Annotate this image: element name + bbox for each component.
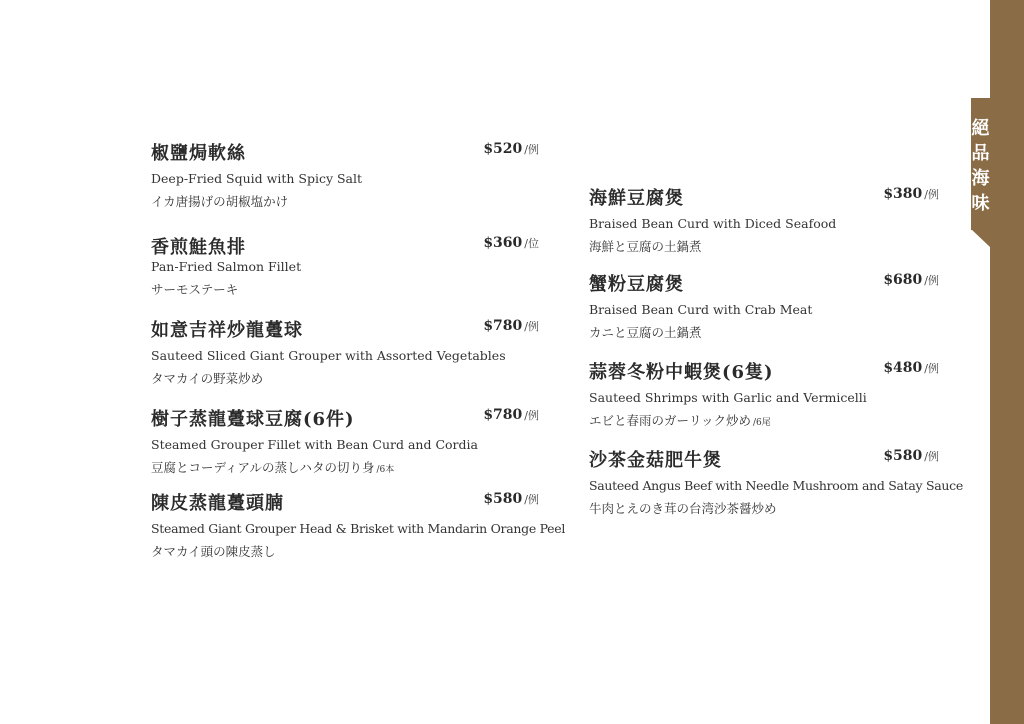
section-tab-point [971,229,990,247]
dish-name-en: Pan-Fried Salmon Fillet [151,259,302,274]
dish-price: $580 /例 [883,448,939,464]
dish-name-en: Braised Bean Curd with Diced Seafood [589,216,837,231]
dish-name-zh: 蟹粉豆腐煲 [589,274,684,295]
menu-item [589,446,963,517]
menu-item [589,270,939,358]
section-tab-char: 絕 [971,118,990,139]
dish-name-ja: イカ唐揚げの胡椒塩かけ [151,194,289,209]
dish-name-ja: カニと豆腐の土鍋煮 [589,325,702,340]
dish-name-en: Steamed Grouper Fillet with Bean Curd and Cordia [151,437,478,452]
dish-name-zh: 如意吉祥炒龍躉球 [151,320,303,341]
dish-name-en: Braised Bean Curd with Crab Meat [589,302,813,317]
dish-name-ja: 牛肉とえのき茸の台湾沙茶醤炒め [589,501,777,516]
dish-name-zh: 蒜蓉冬粉中蝦煲(6隻) [589,362,774,383]
dish-name-ja: タマカイ頭の陳皮蒸し [151,544,276,559]
dish-price: $360 /位 [483,235,539,251]
menu-item [151,489,566,560]
dish-price: $680 /例 [883,272,939,288]
dish-name-zh: 香煎鮭魚排 [151,237,246,258]
dish-price: $520 /例 [483,141,539,157]
dish-price: $480 /例 [883,360,939,376]
dish-name-zh: 沙茶金菇肥牛煲 [589,450,722,471]
section-tab-char: 味 [971,193,990,214]
dish-price: $580 /例 [483,491,539,507]
dish-name-zh: 樹子蒸龍躉球豆腐(6件) [151,409,355,430]
dish-price: $780 /例 [483,318,539,334]
section-tab [971,98,990,230]
dish-name-en: Steamed Giant Grouper Head & Brisket with Mandarin Orange Peel [151,521,566,536]
section-tab-char: 海 [971,168,990,189]
dish-price: $780 /例 [483,407,539,423]
dish-name-zh: 椒鹽焗軟絲 [151,143,246,164]
dish-name-en: Sauteed Shrimps with Garlic and Vermicelli [589,390,867,405]
dish-name-ja: エビと春雨のガーリック炒め /6尾 [589,413,771,428]
dish-name-ja: タマカイの野菜炒め [151,371,264,386]
dish-name-en: Deep-Fried Squid with Spicy Salt [151,171,363,186]
dish-name-ja: 海鮮と豆腐の土鍋煮 [589,239,702,254]
dish-name-en: Sauteed Sliced Giant Grouper with Assorted Vegetables [151,348,506,363]
menu-item [151,233,539,316]
dish-name-en: Sauteed Angus Beef with Needle Mushroom and Satay Sauce [589,478,963,493]
dish-price: $380 /例 [883,186,939,202]
sidebar-strip [990,0,1024,724]
dish-name-ja: 豆腐とコーディアルの蒸しハタの切り身 /6本 [151,460,395,475]
menu-item [151,405,539,489]
menu-item [151,139,539,233]
menu-column-left [151,139,566,560]
dish-name-ja: サーモステーキ [151,282,239,297]
menu-item [589,184,939,270]
menu-item [589,358,939,446]
section-tab-char: 品 [971,143,990,164]
menu-column-right [589,184,963,517]
dish-name-zh: 海鮮豆腐煲 [589,188,684,209]
dish-name-zh: 陳皮蒸龍躉頭腩 [151,493,284,514]
menu-item [151,316,539,405]
